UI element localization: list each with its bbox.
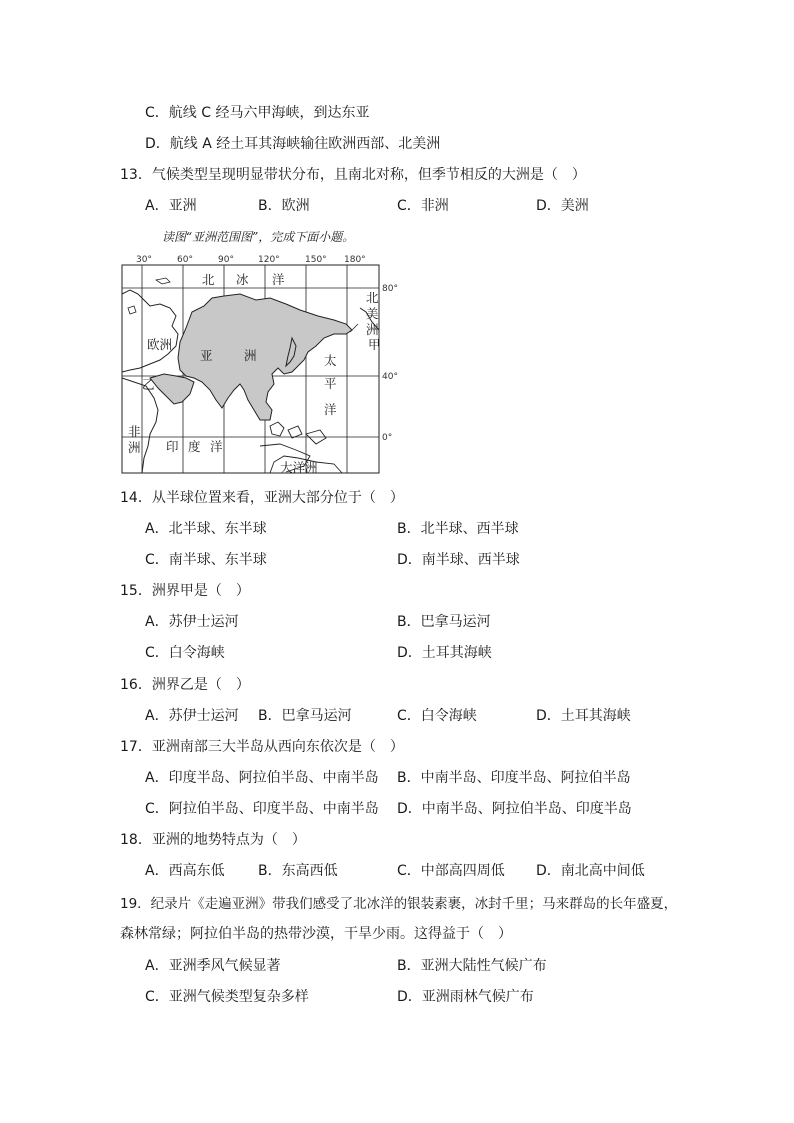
lon-tick-90: 90° bbox=[218, 255, 234, 265]
question-19-stem-line2: 森林常绿；阿拉伯半岛的热带沙漠，干旱少雨。这得益于（ ） bbox=[120, 926, 512, 942]
asia-map bbox=[120, 250, 405, 480]
q18-option-a: A．西高东低 bbox=[145, 863, 225, 879]
question-17-stem: 17．亚洲南部三大半岛从西向东依次是（ ） bbox=[120, 739, 404, 755]
label-indian-du: 度 bbox=[188, 439, 201, 454]
lon-tick-60: 60° bbox=[177, 255, 193, 265]
prev-option-c: C．航线 C 经马六甲海峡，到达东亚 bbox=[145, 105, 370, 121]
lat-tick-80: 80° bbox=[382, 284, 398, 294]
label-pacific-ping: 平 bbox=[324, 376, 337, 391]
lat-tick-0: 0° bbox=[382, 433, 393, 443]
label-africa-fei: 非 bbox=[128, 424, 141, 439]
label-north-america-3: 洲 bbox=[366, 322, 379, 337]
question-14-stem: 14．从半球位置来看，亚洲大部分位于（ ） bbox=[120, 490, 404, 506]
q16-option-b: B．巴拿马运河 bbox=[258, 708, 352, 724]
question-13-stem: 13．气候类型呈现明显带状分布，且南北对称，但季节相反的大洲是（ ） bbox=[120, 167, 586, 183]
lon-tick-120: 120° bbox=[258, 255, 280, 265]
q16-option-c: C．白令海峡 bbox=[397, 708, 477, 724]
q14-option-c: C．南半球、东半球 bbox=[145, 552, 267, 568]
q14-option-b: B．北半球、西半球 bbox=[397, 521, 519, 537]
label-indian-yin: 印 bbox=[166, 439, 179, 454]
question-16-stem: 16．洲界乙是（ ） bbox=[120, 677, 250, 693]
q18-option-d: D．南北高中间低 bbox=[536, 863, 645, 879]
label-pacific-tai: 太 bbox=[324, 353, 337, 368]
label-north-america-2: 美 bbox=[366, 306, 379, 321]
label-pacific-yang: 洋 bbox=[324, 402, 337, 417]
q16-option-d: D．土耳其海峡 bbox=[536, 708, 631, 724]
q19-option-b: B．亚洲大陆性气候广布 bbox=[397, 958, 547, 974]
label-oceania: 大洋洲 bbox=[280, 460, 318, 475]
q13-option-c: C．非洲 bbox=[397, 198, 449, 214]
q15-option-c: C．白令海峡 bbox=[145, 645, 225, 661]
label-arctic-yang: 洋 bbox=[272, 272, 285, 287]
lon-tick-180: 180° bbox=[344, 255, 366, 265]
q19-option-d: D．亚洲雨林气候广布 bbox=[397, 989, 534, 1005]
q19-option-c: C．亚洲气候类型复杂多样 bbox=[145, 989, 309, 1005]
label-indian-yang: 洋 bbox=[210, 439, 223, 454]
lat-tick-40: 40° bbox=[382, 372, 398, 382]
q14-option-a: A．北半球、东半球 bbox=[145, 521, 267, 537]
q18-option-c: C．中部高四周低 bbox=[397, 863, 505, 879]
map-caption: 读图“亚洲范围图”，完成下面小题。 bbox=[162, 230, 355, 244]
question-19-stem-line1: 19．纪录片《走遍亚洲》带我们感受了北冰洋的银装素裹，冰封千里；马来群岛的长年盛夏， bbox=[120, 896, 678, 912]
q15-option-a: A．苏伊士运河 bbox=[145, 614, 239, 630]
q15-option-d: D．土耳其海峡 bbox=[397, 645, 492, 661]
q17-option-a: A．印度半岛、阿拉伯半岛、中南半岛 bbox=[145, 770, 379, 786]
lon-tick-30: 30° bbox=[136, 255, 152, 265]
label-asia-zhou: 洲 bbox=[244, 348, 257, 363]
q17-option-d: D．中南半岛、阿拉伯半岛、印度半岛 bbox=[397, 801, 632, 817]
q18-option-b: B．东高西低 bbox=[258, 863, 338, 879]
q17-option-c: C．阿拉伯半岛、印度半岛、中南半岛 bbox=[145, 801, 379, 817]
label-north-america-1: 北 bbox=[366, 290, 379, 305]
label-jia: 甲 bbox=[368, 337, 381, 352]
q14-option-d: D．南半球、西半球 bbox=[397, 552, 520, 568]
prev-option-d: D．航线 A 经土耳其海峡输往欧洲西部、北美洲 bbox=[145, 136, 441, 152]
label-yi: 乙 bbox=[142, 377, 155, 392]
label-africa-zhou: 洲 bbox=[128, 440, 141, 455]
lon-tick-150: 150° bbox=[305, 255, 327, 265]
label-arctic-bei: 北 bbox=[202, 272, 215, 287]
q16-option-a: A．苏伊士运河 bbox=[145, 708, 239, 724]
q19-option-a: A．亚洲季风气候显著 bbox=[145, 958, 281, 974]
q13-option-b: B．欧洲 bbox=[258, 198, 310, 214]
q13-option-d: D．美洲 bbox=[536, 198, 589, 214]
label-arctic-bing: 冰 bbox=[236, 272, 249, 287]
q17-option-b: B．中南半岛、印度半岛、阿拉伯半岛 bbox=[397, 770, 631, 786]
q13-option-a: A．亚洲 bbox=[145, 198, 197, 214]
question-15-stem: 15．洲界甲是（ ） bbox=[120, 583, 250, 599]
label-asia-ya: 亚 bbox=[200, 348, 213, 363]
q15-option-b: B．巴拿马运河 bbox=[397, 614, 491, 630]
question-18-stem: 18．亚洲的地势特点为（ ） bbox=[120, 832, 306, 848]
label-europe: 欧洲 bbox=[147, 337, 173, 352]
